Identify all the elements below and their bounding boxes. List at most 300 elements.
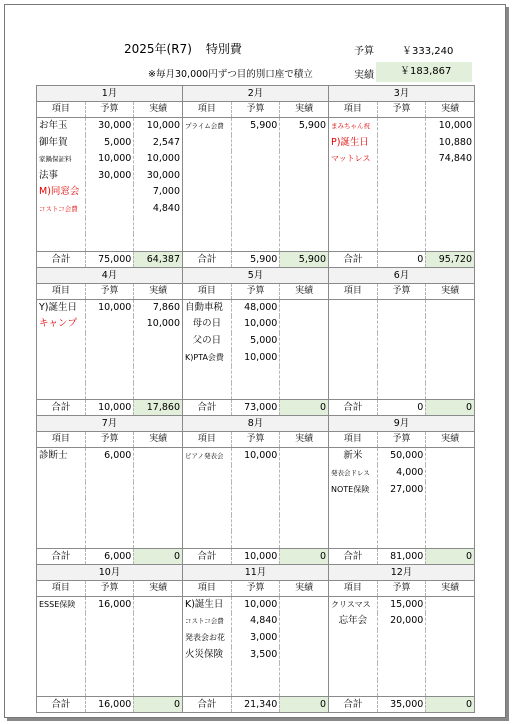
total-budget[interactable]: 21,340 — [231, 697, 280, 712]
cell-budget[interactable] — [85, 366, 134, 383]
cell-actual[interactable] — [133, 498, 182, 515]
total-row — [37, 548, 182, 565]
cell-item[interactable] — [37, 630, 85, 647]
cell-item[interactable]: お年玉 — [39, 120, 68, 131]
table-row — [329, 680, 474, 697]
cell-item[interactable] — [329, 300, 377, 317]
cell-budget[interactable] — [85, 498, 134, 515]
col-budget-header: 予算 — [377, 284, 426, 299]
cell-budget[interactable] — [85, 316, 134, 333]
cell-budget[interactable] — [231, 663, 280, 680]
cell-item[interactable] — [183, 465, 231, 482]
cell-item[interactable]: NOTE保険 — [331, 484, 370, 494]
cell-item[interactable] — [37, 218, 85, 235]
cell-budget[interactable]: 16,000 — [85, 597, 134, 614]
cell-budget[interactable] — [231, 680, 280, 697]
total-budget[interactable]: 0 — [377, 252, 426, 267]
table-row — [37, 531, 182, 548]
table-row — [37, 184, 182, 201]
cell-item[interactable]: 火災保険 — [185, 648, 224, 660]
cell-item[interactable] — [329, 333, 377, 350]
cell-budget[interactable]: 10,000 — [231, 316, 280, 333]
cell-item[interactable] — [329, 316, 377, 333]
cell-actual[interactable]: 4,840 — [133, 201, 182, 218]
cell-budget[interactable]: 5,000 — [85, 135, 134, 152]
cell-budget[interactable] — [377, 151, 426, 168]
cell-item[interactable] — [183, 515, 231, 532]
cell-item[interactable] — [329, 663, 377, 680]
cell-item[interactable] — [329, 531, 377, 548]
cell-actual[interactable] — [425, 234, 474, 251]
cell-item[interactable] — [37, 350, 85, 367]
cell-actual[interactable] — [425, 663, 474, 680]
cell-budget[interactable]: 48,000 — [231, 300, 280, 317]
table-row — [329, 218, 474, 235]
cell-actual[interactable] — [133, 647, 182, 664]
cell-budget[interactable]: 4,840 — [231, 613, 280, 630]
cell-actual[interactable] — [425, 647, 474, 664]
cell-actual[interactable] — [133, 350, 182, 367]
cell-actual[interactable] — [279, 300, 328, 317]
cell-actual[interactable]: 10,000 — [425, 118, 474, 135]
table-row — [37, 498, 182, 515]
cell-budget[interactable] — [231, 531, 280, 548]
cell-budget[interactable] — [377, 680, 426, 697]
cell-item[interactable] — [37, 482, 85, 499]
cell-item[interactable] — [183, 383, 231, 400]
cell-item[interactable] — [37, 383, 85, 400]
cell-item[interactable]: 診断士 — [39, 450, 68, 462]
cell-budget[interactable] — [377, 647, 426, 664]
cell-actual[interactable] — [279, 316, 328, 333]
cell-item[interactable] — [329, 218, 377, 235]
cell-item[interactable]: K)誕生日 — [185, 598, 224, 610]
cell-actual[interactable] — [133, 515, 182, 532]
cell-actual[interactable] — [133, 482, 182, 499]
cell-actual[interactable] — [425, 613, 474, 630]
col-item-header: 項目 — [51, 434, 70, 445]
cell-budget[interactable] — [377, 118, 426, 135]
cell-actual[interactable]: 10,000 — [133, 151, 182, 168]
cell-actual[interactable] — [425, 597, 474, 614]
cell-actual[interactable] — [279, 515, 328, 532]
cell-actual[interactable] — [425, 366, 474, 383]
total-label: 合計 — [343, 253, 363, 265]
total-actual[interactable]: 64,387 — [133, 252, 182, 267]
cell-budget[interactable] — [85, 350, 134, 367]
cell-item[interactable] — [183, 366, 231, 383]
cell-item[interactable] — [329, 168, 377, 185]
cell-item[interactable]: 忘年会 — [338, 615, 368, 627]
total-actual[interactable]: 0 — [133, 549, 182, 564]
cell-item[interactable]: 発表会ドレス — [331, 468, 370, 477]
cell-budget[interactable] — [85, 630, 134, 647]
total-actual[interactable]: 0 — [425, 400, 474, 415]
cell-budget[interactable]: 3,000 — [231, 630, 280, 647]
cell-budget[interactable] — [377, 531, 426, 548]
month-block — [329, 86, 475, 268]
cell-budget[interactable]: 6,000 — [85, 448, 134, 465]
cell-budget[interactable] — [231, 482, 280, 499]
cell-item[interactable]: Y)誕生日 — [39, 301, 78, 313]
cell-item[interactable]: 発表会お花 — [185, 633, 225, 643]
cell-actual[interactable] — [425, 333, 474, 350]
total-budget[interactable]: 75,000 — [85, 252, 134, 267]
month-block — [329, 416, 475, 565]
cell-budget[interactable]: 10,000 — [231, 350, 280, 367]
cell-budget[interactable] — [377, 498, 426, 515]
cell-budget[interactable] — [85, 333, 134, 350]
cell-item[interactable] — [329, 184, 377, 201]
cell-item[interactable]: 家鍋保証料 — [39, 155, 72, 164]
col-item-header: 項目 — [51, 285, 70, 296]
total-row — [183, 696, 328, 713]
cell-budget[interactable] — [85, 234, 134, 251]
cell-actual[interactable] — [279, 184, 328, 201]
cell-actual[interactable] — [425, 350, 474, 367]
total-label: 合計 — [197, 402, 217, 414]
cell-actual[interactable]: 5,900 — [279, 118, 328, 135]
cell-item[interactable]: 新米 — [343, 450, 363, 462]
col-actual-header: 実績 — [133, 284, 182, 299]
cell-item[interactable]: クリスマス — [331, 599, 371, 609]
cell-item[interactable]: コストコ会費 — [185, 617, 224, 626]
cell-item[interactable]: P)誕生日 — [331, 136, 369, 148]
cell-actual[interactable] — [133, 531, 182, 548]
cell-item[interactable]: 御年賀 — [39, 136, 68, 148]
cell-item[interactable] — [183, 135, 231, 152]
total-budget[interactable]: 10,000 — [231, 549, 280, 564]
cell-budget[interactable] — [231, 498, 280, 515]
cell-item[interactable] — [183, 201, 231, 218]
total-budget[interactable]: 16,000 — [85, 697, 134, 712]
cell-item[interactable] — [329, 498, 377, 515]
cell-actual[interactable] — [133, 448, 182, 465]
cell-budget[interactable] — [377, 316, 426, 333]
cell-budget[interactable] — [231, 383, 280, 400]
cell-actual[interactable] — [279, 613, 328, 630]
table-row — [37, 151, 182, 168]
col-budget-header: 予算 — [231, 581, 280, 596]
cell-budget[interactable]: 15,000 — [377, 597, 426, 614]
total-actual[interactable]: 0 — [133, 697, 182, 712]
col-item-header: 項目 — [197, 104, 216, 114]
total-actual[interactable]: 0 — [425, 549, 474, 564]
cell-actual[interactable] — [279, 498, 328, 515]
table-row — [329, 597, 474, 614]
cell-actual[interactable] — [133, 234, 182, 251]
cell-actual[interactable]: 7,000 — [133, 184, 182, 201]
cell-item[interactable] — [37, 531, 85, 548]
cell-item[interactable] — [183, 151, 231, 168]
cell-item[interactable] — [329, 383, 377, 400]
cell-item[interactable] — [37, 366, 85, 383]
cell-budget[interactable] — [85, 465, 134, 482]
cell-actual[interactable] — [279, 201, 328, 218]
table-row — [329, 316, 474, 333]
cell-actual[interactable]: 10,880 — [425, 135, 474, 152]
cell-actual[interactable] — [133, 680, 182, 697]
cell-item[interactable] — [183, 663, 231, 680]
cell-budget[interactable] — [377, 218, 426, 235]
cell-actual[interactable] — [133, 218, 182, 235]
cell-item[interactable]: マットレス — [331, 154, 371, 164]
cell-budget[interactable] — [377, 383, 426, 400]
cell-actual[interactable]: 30,000 — [133, 168, 182, 185]
cell-budget[interactable] — [377, 184, 426, 201]
cell-budget[interactable] — [231, 234, 280, 251]
cell-budget[interactable]: 10,000 — [85, 300, 134, 317]
table-row — [183, 515, 328, 532]
cell-item[interactable]: 自動車税 — [185, 301, 224, 313]
cell-actual[interactable] — [279, 448, 328, 465]
cell-item[interactable]: 法事 — [39, 169, 59, 181]
cell-budget[interactable]: 20,000 — [377, 613, 426, 630]
table-row — [37, 333, 182, 350]
cell-budget[interactable] — [231, 135, 280, 152]
cell-item[interactable] — [37, 613, 85, 630]
month-block — [37, 86, 183, 268]
cell-budget[interactable]: 5,000 — [231, 333, 280, 350]
cell-actual[interactable] — [133, 663, 182, 680]
cell-actual[interactable] — [425, 184, 474, 201]
cell-item[interactable] — [183, 184, 231, 201]
cell-budget[interactable] — [231, 218, 280, 235]
cell-budget[interactable] — [377, 201, 426, 218]
cell-actual[interactable] — [425, 465, 474, 482]
cell-budget[interactable] — [85, 218, 134, 235]
table-row — [37, 630, 182, 647]
cell-actual[interactable] — [425, 680, 474, 697]
cell-budget[interactable] — [377, 663, 426, 680]
total-budget[interactable]: 0 — [377, 400, 426, 415]
cell-budget[interactable]: 5,900 — [231, 118, 280, 135]
cell-actual[interactable] — [279, 630, 328, 647]
cell-actual[interactable] — [425, 515, 474, 532]
cell-actual[interactable] — [279, 482, 328, 499]
cell-item[interactable] — [183, 218, 231, 235]
total-budget[interactable]: 81,000 — [377, 549, 426, 564]
cell-actual[interactable]: 7,860 — [133, 300, 182, 317]
month-block — [183, 565, 329, 714]
cell-budget[interactable] — [85, 383, 134, 400]
cell-budget[interactable]: 27,000 — [377, 482, 426, 499]
total-actual[interactable]: 0 — [279, 549, 328, 564]
cell-actual[interactable]: 10,000 — [133, 316, 182, 333]
col-actual-header: 実績 — [279, 432, 328, 447]
cell-budget[interactable] — [85, 647, 134, 664]
cell-budget[interactable] — [377, 333, 426, 350]
cell-actual[interactable] — [133, 366, 182, 383]
cell-actual[interactable] — [425, 531, 474, 548]
total-label: 合計 — [197, 550, 217, 562]
cell-budget[interactable] — [377, 350, 426, 367]
cell-budget[interactable] — [377, 366, 426, 383]
cell-item[interactable] — [37, 234, 85, 251]
cell-actual[interactable] — [425, 168, 474, 185]
cell-actual[interactable] — [133, 383, 182, 400]
cell-item[interactable] — [329, 680, 377, 697]
total-budget[interactable]: 35,000 — [377, 697, 426, 712]
cell-actual[interactable] — [279, 333, 328, 350]
col-actual-header: 実績 — [425, 284, 474, 299]
cell-budget[interactable]: 10,000 — [85, 151, 134, 168]
cell-item[interactable] — [183, 234, 231, 251]
cell-actual[interactable] — [279, 234, 328, 251]
total-budget[interactable]: 10,000 — [85, 400, 134, 415]
total-actual[interactable]: 0 — [279, 697, 328, 712]
cell-item[interactable] — [183, 168, 231, 185]
cell-budget[interactable] — [231, 168, 280, 185]
col-item-header: 項目 — [51, 582, 70, 593]
cell-budget[interactable] — [231, 151, 280, 168]
cell-actual[interactable] — [425, 482, 474, 499]
cell-actual[interactable] — [279, 597, 328, 614]
total-label: 合計 — [51, 402, 71, 414]
cell-actual[interactable] — [279, 647, 328, 664]
cell-actual[interactable] — [279, 465, 328, 482]
cell-budget[interactable] — [377, 630, 426, 647]
total-actual[interactable]: 0 — [279, 400, 328, 415]
cell-actual[interactable] — [425, 383, 474, 400]
cell-actual[interactable] — [425, 316, 474, 333]
col-actual-header: 実績 — [133, 102, 182, 117]
cell-actual[interactable] — [133, 333, 182, 350]
cell-actual[interactable] — [133, 597, 182, 614]
cell-actual[interactable] — [279, 168, 328, 185]
total-budget[interactable]: 73,000 — [231, 400, 280, 415]
cell-actual[interactable] — [425, 300, 474, 317]
cell-budget[interactable] — [85, 201, 134, 218]
cell-item[interactable] — [183, 531, 231, 548]
cell-item[interactable] — [183, 482, 231, 499]
cell-budget[interactable]: 10,000 — [231, 448, 280, 465]
cell-item[interactable] — [37, 663, 85, 680]
cell-budget[interactable] — [85, 680, 134, 697]
cell-actual[interactable]: 2,547 — [133, 135, 182, 152]
cell-item[interactable] — [329, 350, 377, 367]
cell-item[interactable] — [329, 630, 377, 647]
cell-budget[interactable] — [85, 531, 134, 548]
cell-actual[interactable] — [425, 630, 474, 647]
total-actual[interactable]: 95,720 — [425, 252, 474, 267]
cell-actual[interactable] — [279, 366, 328, 383]
cell-actual[interactable]: 10,000 — [133, 118, 182, 135]
budget-label: 予算 — [354, 46, 374, 57]
cell-item[interactable]: ピアノ発表会 — [185, 452, 224, 461]
cell-item[interactable] — [329, 515, 377, 532]
table-row — [37, 613, 182, 630]
table-row — [37, 218, 182, 235]
cell-actual[interactable] — [425, 218, 474, 235]
cell-actual[interactable] — [279, 218, 328, 235]
cell-budget[interactable] — [85, 663, 134, 680]
cell-budget[interactable] — [85, 482, 134, 499]
cell-budget[interactable] — [377, 234, 426, 251]
cell-budget[interactable] — [231, 184, 280, 201]
actual-label: 実績 — [354, 70, 374, 81]
cell-budget[interactable] — [231, 515, 280, 532]
cell-budget[interactable]: 30,000 — [85, 118, 134, 135]
cell-item[interactable]: 父の日 — [192, 334, 222, 346]
cell-budget[interactable]: 50,000 — [377, 448, 426, 465]
cell-item[interactable] — [329, 201, 377, 218]
cell-actual[interactable] — [133, 465, 182, 482]
cell-budget[interactable]: 10,000 — [231, 597, 280, 614]
table-row — [329, 613, 474, 630]
cell-budget[interactable] — [377, 515, 426, 532]
cell-actual[interactable] — [425, 498, 474, 515]
total-row — [37, 399, 182, 416]
cell-budget[interactable] — [231, 366, 280, 383]
cell-actual[interactable]: 74,840 — [425, 151, 474, 168]
cell-actual[interactable] — [279, 151, 328, 168]
total-actual[interactable]: 17,860 — [133, 400, 182, 415]
cell-actual[interactable] — [279, 680, 328, 697]
cell-actual[interactable] — [279, 531, 328, 548]
cell-budget[interactable] — [85, 184, 134, 201]
cell-item[interactable] — [183, 680, 231, 697]
cell-actual[interactable] — [279, 135, 328, 152]
cell-item[interactable] — [329, 234, 377, 251]
cell-budget[interactable] — [231, 201, 280, 218]
cell-budget[interactable] — [85, 613, 134, 630]
cell-item[interactable]: コストコ会費 — [39, 204, 78, 213]
cell-actual[interactable] — [133, 613, 182, 630]
cell-actual[interactable] — [279, 350, 328, 367]
cell-actual[interactable] — [133, 630, 182, 647]
cell-item[interactable] — [37, 515, 85, 532]
cell-actual[interactable] — [425, 448, 474, 465]
cell-item[interactable] — [329, 647, 377, 664]
cell-item[interactable]: キャンプ — [39, 318, 78, 330]
cell-budget[interactable] — [231, 465, 280, 482]
cell-item[interactable]: まみちゃん祝 — [331, 122, 370, 130]
cell-item[interactable]: K)PTA会費 — [185, 352, 224, 362]
cell-item[interactable] — [37, 465, 85, 482]
cell-item[interactable] — [37, 647, 85, 664]
cell-budget[interactable]: 4,000 — [377, 465, 426, 482]
cell-item[interactable] — [37, 498, 85, 515]
cell-budget[interactable] — [377, 168, 426, 185]
cell-actual[interactable] — [425, 201, 474, 218]
total-actual[interactable]: 0 — [425, 697, 474, 712]
table-row — [183, 135, 328, 152]
total-label: 合計 — [51, 699, 71, 711]
cell-budget[interactable]: 30,000 — [85, 168, 134, 185]
cell-item[interactable] — [37, 680, 85, 697]
cell-budget[interactable] — [85, 515, 134, 532]
cell-item[interactable]: M)同窓会 — [39, 186, 80, 198]
total-budget[interactable]: 5,900 — [231, 252, 280, 267]
total-actual[interactable]: 5,900 — [279, 252, 328, 267]
cell-item[interactable]: 母の日 — [192, 318, 222, 330]
month-title: 3月 — [329, 86, 474, 102]
cell-item[interactable]: ESSE保険 — [39, 599, 76, 609]
table-row — [37, 118, 182, 135]
total-budget[interactable]: 6,000 — [85, 549, 134, 564]
cell-item[interactable] — [37, 333, 85, 350]
cell-budget[interactable]: 3,500 — [231, 647, 280, 664]
cell-item[interactable] — [183, 498, 231, 515]
table-row — [37, 366, 182, 383]
cell-budget[interactable] — [377, 300, 426, 317]
cell-item[interactable] — [329, 366, 377, 383]
cell-actual[interactable] — [279, 663, 328, 680]
cell-actual[interactable] — [279, 383, 328, 400]
cell-item[interactable]: プライム会費 — [185, 122, 224, 130]
cell-budget[interactable] — [377, 135, 426, 152]
